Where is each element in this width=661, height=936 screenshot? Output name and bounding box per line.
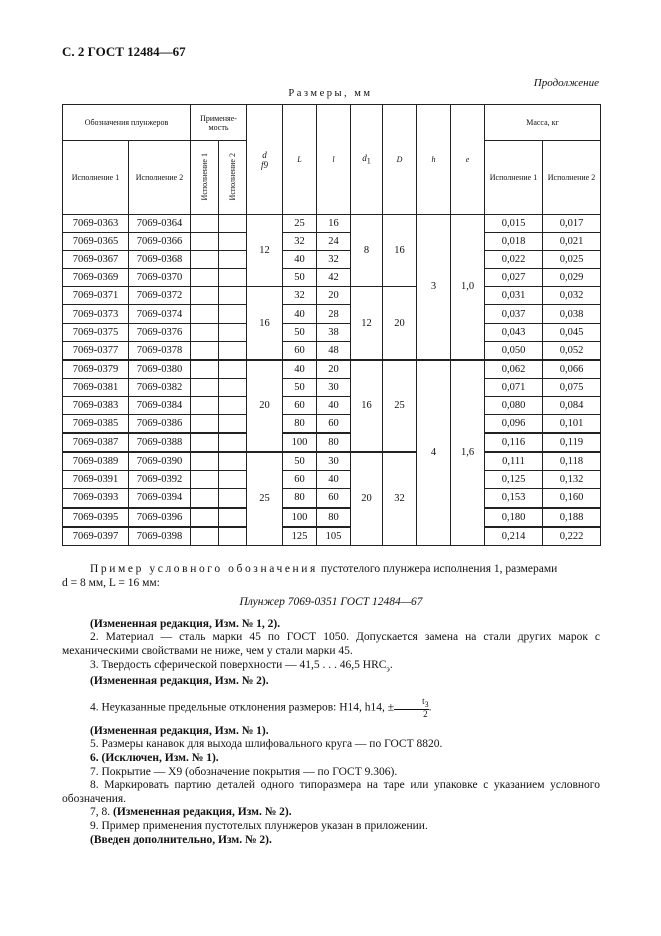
table-cell: 0,025 [543,251,601,269]
table-cell: 7069-0385 [63,415,129,434]
table-row [63,527,601,546]
designation-example: Плунжер 7069-0351 ГОСТ 12484—67 [239,596,423,609]
table-row [63,360,601,379]
edit-note: (Измененная редакция, Изм. № 2). [90,675,269,688]
header-designation: Обозначения плунжеров [63,105,191,141]
paragraph-4: 4. Неуказанные предельные отклонения размеров: H14, h14, ± $\frac{t_3}{2}$ . [90,696,432,719]
table-cell [219,215,247,233]
table-cell [191,323,219,341]
table-cell [219,341,247,360]
header-l: l [317,105,351,215]
table-cell: 48 [317,341,351,360]
e-cell: 1,6 [451,360,485,545]
paragraph-7: 7. Покрытие — Х9 (обозначение покрытия — по ГОСТ 9.306). [90,765,398,778]
paragraph-6: 6. (Исключен, Изм. № 1). [90,752,219,765]
table-cell: 0,037 [485,305,543,323]
table-cell: 7069-0379 [63,360,129,379]
table-cell: 0,222 [543,527,601,546]
header-mass-exec2: Исполнение 2 [543,141,601,215]
table-cell: 0,022 [485,251,543,269]
table-cell: 0,096 [485,415,543,434]
table-cell [191,396,219,414]
table-cell: 0,101 [543,415,601,434]
table-cell: 7069-0391 [63,471,129,489]
table-cell: 0,119 [543,433,601,452]
table-row [63,415,601,434]
table-row [63,433,601,452]
table-cell: 32 [283,287,317,305]
table-cell: 80 [283,415,317,434]
table-cell: 0,080 [485,396,543,414]
table-cell [191,452,219,471]
table-cell: 7069-0365 [63,233,129,251]
d1-cell: 12 [351,287,383,360]
table-cell [191,233,219,251]
edit-note: (Измененная редакция, Изм. № 1, 2). [90,617,281,630]
table-cell: 0,160 [543,489,601,508]
table-cell [191,269,219,287]
table-row [63,233,601,251]
table-cell: 50 [283,269,317,287]
table-cell [219,360,247,379]
table-cell: 60 [317,415,351,434]
table-cell [191,433,219,452]
edit-note: (Измененная редакция, Изм. № 1). [90,724,269,737]
e-cell: 1,0 [451,215,485,360]
table-cell: 7069-0384 [129,396,191,414]
table-cell [191,251,219,269]
table-cell: 100 [283,433,317,452]
table-cell: 7069-0380 [129,360,191,379]
introduced-note: (Введен дополнительно, Изм. № 2). [90,833,272,846]
D-cell: 16 [383,215,417,287]
table-cell: 7069-0376 [129,323,191,341]
table-cell: 0,111 [485,452,543,471]
table-cell [219,396,247,414]
d-cell: 12 [247,215,283,287]
table-cell: 7069-0390 [129,452,191,471]
table-cell [191,415,219,434]
table-cell: 80 [283,489,317,508]
table-cell: 32 [283,233,317,251]
table-cell [191,305,219,323]
d1-cell: 20 [351,452,383,545]
D-cell: 25 [383,360,417,452]
page-header: С. 2 ГОСТ 12484—67 [62,44,186,59]
table-cell [191,215,219,233]
table-cell: 7069-0369 [63,269,129,287]
table-row [63,251,601,269]
table-cell [219,251,247,269]
table-row [63,508,601,527]
paragraph-3: 3. Твердость сферической поверхности — 41,5 . . . 46,5 $HRC_э$. [90,658,393,673]
header-exec1: Исполнение 1 [63,141,129,215]
table-cell: 7069-0372 [129,287,191,305]
table-cell [191,341,219,360]
table-row [63,396,601,414]
table-cell: 0,031 [485,287,543,305]
table-cell: 125 [283,527,317,546]
table-cell: 7069-0371 [63,287,129,305]
table-cell: 7069-0381 [63,378,129,396]
table-cell: 7069-0367 [63,251,129,269]
d1-cell: 16 [351,360,383,452]
table-row [63,471,601,489]
table-cell: 7069-0388 [129,433,191,452]
table-cell [219,527,247,546]
table-cell: 0,018 [485,233,543,251]
header-appl-exec2: Исполнение 2 [219,141,247,215]
table-row [63,489,601,508]
table-cell: 7069-0373 [63,305,129,323]
table-cell: 0,032 [543,287,601,305]
sizes-label: Размеры, мм [288,88,373,99]
table-cell: 42 [317,269,351,287]
D-cell: 32 [383,452,417,545]
table-cell: 32 [317,251,351,269]
table-cell: 20 [317,287,351,305]
h-cell: 3 [417,215,451,360]
table-cell: 25 [283,215,317,233]
table-cell: 50 [283,452,317,471]
table-cell: 28 [317,305,351,323]
table-cell: 7069-0397 [63,527,129,546]
header-appl-exec1: Исполнение 1 [191,141,219,215]
table-cell [191,471,219,489]
table-cell [219,287,247,305]
D-cell: 20 [383,287,417,360]
table-row [63,341,601,360]
table-cell: 60 [283,396,317,414]
table-row [63,269,601,287]
table-cell: 7069-0364 [129,215,191,233]
table-cell: 0,015 [485,215,543,233]
plunger-table [62,104,601,546]
example-paragraph: Пример условного обозначения пустотелого плунжера исполнения 1, размерами [90,563,558,575]
table-cell: 40 [283,305,317,323]
table-row [63,305,601,323]
table-cell: 50 [283,323,317,341]
document-body [62,562,600,847]
table-cell: 7069-0363 [63,215,129,233]
table-cell: 0,050 [485,341,543,360]
d-cell: 25 [247,452,283,545]
table-cell: 0,071 [485,378,543,396]
table-cell: 60 [283,471,317,489]
header-d1: $d_1$ [351,105,383,215]
header-e: e [451,105,485,215]
header-mass-exec1: Исполнение 1 [485,141,543,215]
table-cell [191,378,219,396]
table-cell: 7069-0387 [63,433,129,452]
table-cell: 0,021 [543,233,601,251]
table-row [63,452,601,471]
table-cell: 7069-0392 [129,471,191,489]
table-cell: 0,017 [543,215,601,233]
table-cell: 105 [317,527,351,546]
table-cell: 40 [283,360,317,379]
table-cell: 7069-0383 [63,396,129,414]
table-cell [191,489,219,508]
table-cell: 7069-0398 [129,527,191,546]
table-cell: 7069-0370 [129,269,191,287]
table-cell: 0,125 [485,471,543,489]
table-cell [219,415,247,434]
table-cell: 20 [317,360,351,379]
header-h: h [417,105,451,215]
header-D: D [383,105,417,215]
edit-note-7-8: 7, 8. (Измененная редакция, Изм. № 2). [90,806,292,819]
table-cell: 7069-0378 [129,341,191,360]
table-cell: 0,052 [543,341,601,360]
table-cell: 7069-0393 [63,489,129,508]
table-cell: 7069-0394 [129,489,191,508]
header-applicability: Применяе-мость [191,105,247,141]
table-cell: 7069-0375 [63,323,129,341]
table-cell [219,305,247,323]
paragraph-9: 9. Пример применения пустотелых плунжеров указан в приложении. [90,820,428,832]
table-cell: 40 [317,396,351,414]
table-cell: 0,084 [543,396,601,414]
paragraph-8: 8. Маркировать партию деталей одного типоразмера на таре или упаковке с указанием условного обозначения. [62,779,600,805]
table-cell: 7069-0374 [129,305,191,323]
table-cell [219,471,247,489]
table-cell: 0,038 [543,305,601,323]
header-d: d f9 [247,105,283,215]
table-cell [219,269,247,287]
paragraph-2: 2. Материал — сталь марки 45 по ГОСТ 1050. Допускается замена на стали других марок с механическими свойствами не ниже, чем у стали марки 45. [62,631,600,657]
table-row [63,323,601,341]
table-cell: 7069-0389 [63,452,129,471]
table-cell [219,233,247,251]
table-cell: 30 [317,378,351,396]
table-row [63,215,601,233]
tolerance-fraction: $\frac{t_3}{2}$ [394,697,429,719]
table-cell: 0,027 [485,269,543,287]
table-cell: 0,043 [485,323,543,341]
table-cell: 0,075 [543,378,601,396]
table-cell: 0,066 [543,360,601,379]
table-cell: 7069-0377 [63,341,129,360]
paragraph-5: 5. Размеры канавок для выхода шлифовального круга — по ГОСТ 8820. [90,738,443,751]
table-cell [219,452,247,471]
table-cell: 7069-0395 [63,508,129,527]
table-cell: 80 [317,508,351,527]
table-cell: 0,062 [485,360,543,379]
table-cell [191,287,219,305]
table-cell: 7069-0368 [129,251,191,269]
table-row [63,378,601,396]
table-cell [191,527,219,546]
table-cell: 50 [283,378,317,396]
table-cell [191,508,219,527]
table-cell: 100 [283,508,317,527]
table-cell [219,323,247,341]
table-cell: 60 [317,489,351,508]
table-cell: 30 [317,452,351,471]
header-mass: Масса, кг [485,105,601,141]
table-cell: 7069-0386 [129,415,191,434]
header-L: L [283,105,317,215]
table-cell: 0,045 [543,323,601,341]
table-cell: 0,153 [485,489,543,508]
table-cell: 16 [317,215,351,233]
table-row [63,287,601,305]
table-cell: 0,132 [543,471,601,489]
table-cell: 0,029 [543,269,601,287]
continuation-label: Продолжение [533,77,599,89]
table-cell: 7069-0396 [129,508,191,527]
table-cell: 0,118 [543,452,601,471]
table-cell [219,378,247,396]
d1-cell: 8 [351,215,383,287]
table-cell: 38 [317,323,351,341]
header-exec2: Исполнение 2 [129,141,191,215]
table-cell: 0,180 [485,508,543,527]
h-cell: 4 [417,360,451,545]
d-cell: 16 [247,287,283,360]
table-cell: 40 [283,251,317,269]
table-cell: 40 [317,471,351,489]
table-cell [219,508,247,527]
table-cell: 24 [317,233,351,251]
table-cell: 0,188 [543,508,601,527]
table-cell [219,489,247,508]
table-cell [191,360,219,379]
table-cell: 7069-0382 [129,378,191,396]
table-cell: 80 [317,433,351,452]
table-cell [219,433,247,452]
table-cell: 60 [283,341,317,360]
d-cell: 20 [247,360,283,452]
table-cell: 0,116 [485,433,543,452]
example-dimensions: d = 8 мм, L = 16 мм: [62,576,160,589]
table-cell: 0,214 [485,527,543,546]
table-cell: 7069-0366 [129,233,191,251]
